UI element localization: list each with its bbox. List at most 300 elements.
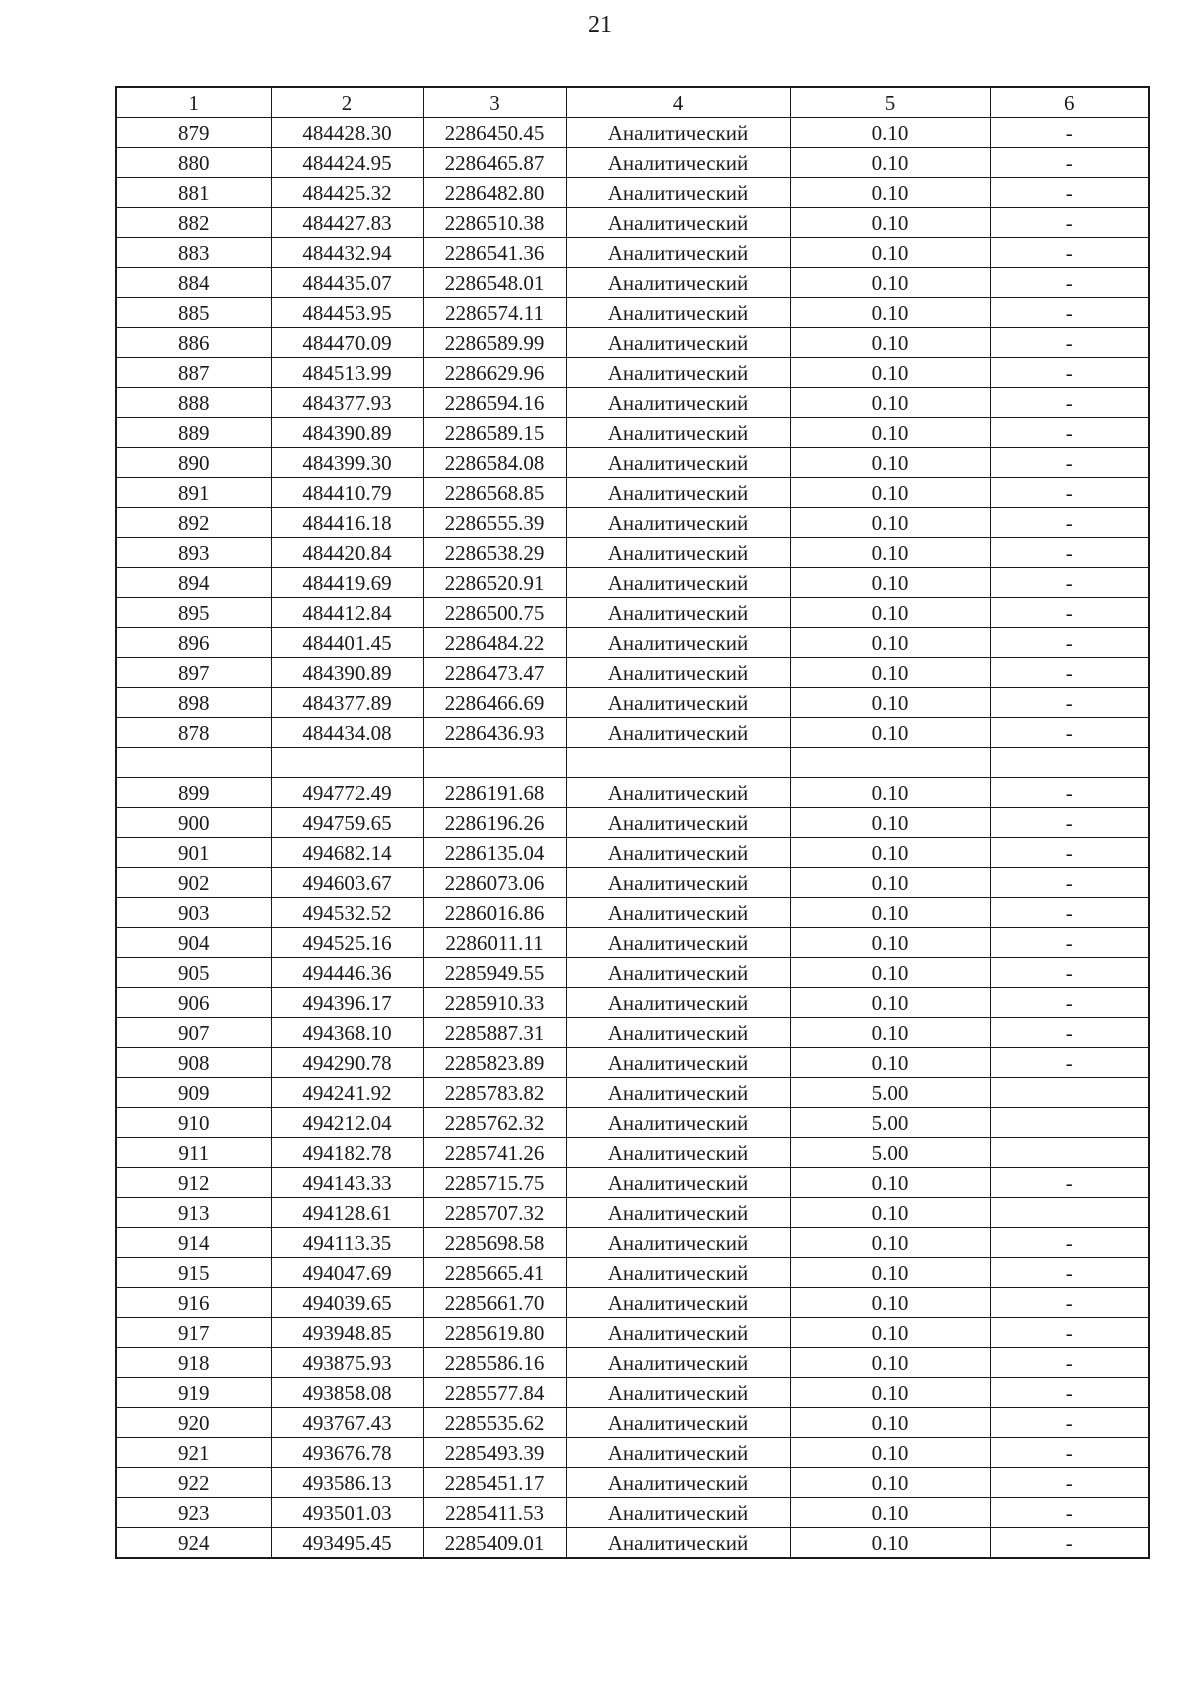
point-number-cell: 919 [116,1378,271,1408]
table-row [116,1468,1149,1498]
method-cell: Аналитический [566,328,790,358]
point-number-cell: 902 [116,868,271,898]
y-coordinate-cell: 2286073.06 [423,868,566,898]
x-coordinate-cell: 484401.45 [271,628,423,658]
table-row [116,268,1149,298]
point-number-cell: 883 [116,238,271,268]
y-coordinate-cell: 2286629.96 [423,358,566,388]
y-coordinate-cell: 2286436.93 [423,718,566,748]
note-cell: - [990,1258,1149,1288]
method-cell: Аналитический [566,388,790,418]
x-coordinate-cell: 494396.17 [271,988,423,1018]
table-row [116,358,1149,388]
point-number-cell: 900 [116,808,271,838]
point-number-cell: 885 [116,298,271,328]
accuracy-cell: 0.10 [790,658,990,688]
point-number-cell: 914 [116,1228,271,1258]
method-cell: Аналитический [566,1348,790,1378]
x-coordinate-cell: 493767.43 [271,1408,423,1438]
x-coordinate-cell: 484428.30 [271,118,423,148]
point-number-cell: 899 [116,778,271,808]
table-row [116,1288,1149,1318]
table-row [116,418,1149,448]
y-coordinate-cell: 2285783.82 [423,1078,566,1108]
point-number-cell: 922 [116,1468,271,1498]
point-number-cell: 913 [116,1198,271,1228]
y-coordinate-cell: 2285741.26 [423,1138,566,1168]
table-row [116,1378,1149,1408]
accuracy-cell: 5.00 [790,1138,990,1168]
x-coordinate-cell: 484420.84 [271,538,423,568]
point-number-cell: 886 [116,328,271,358]
accuracy-cell: 0.10 [790,628,990,658]
method-cell: Аналитический [566,1258,790,1288]
accuracy-cell: 0.10 [790,328,990,358]
method-cell: Аналитический [566,1168,790,1198]
note-cell: - [990,718,1149,748]
accuracy-cell: 0.10 [790,868,990,898]
column-header: 1 [116,87,271,118]
note-cell: - [990,898,1149,928]
x-coordinate-cell: 484412.84 [271,598,423,628]
point-number-cell: 920 [116,1408,271,1438]
y-coordinate-cell: 2286574.11 [423,298,566,328]
accuracy-cell: 0.10 [790,1198,990,1228]
note-cell [990,748,1149,778]
note-cell: - [990,268,1149,298]
note-cell: - [990,1318,1149,1348]
method-cell: Аналитический [566,178,790,208]
method-cell: Аналитический [566,928,790,958]
x-coordinate-cell: 493858.08 [271,1378,423,1408]
x-coordinate-cell: 484377.89 [271,688,423,718]
method-cell: Аналитический [566,1498,790,1528]
method-cell: Аналитический [566,508,790,538]
y-coordinate-cell: 2285698.58 [423,1228,566,1258]
y-coordinate-cell: 2285707.32 [423,1198,566,1228]
table-row [116,1108,1149,1138]
point-number-cell: 918 [116,1348,271,1378]
x-coordinate-cell: 494182.78 [271,1138,423,1168]
method-cell: Аналитический [566,598,790,628]
accuracy-cell: 0.10 [790,358,990,388]
x-coordinate-cell: 494290.78 [271,1048,423,1078]
accuracy-cell: 0.10 [790,418,990,448]
method-cell: Аналитический [566,1048,790,1078]
note-cell: - [990,208,1149,238]
point-number-cell: 908 [116,1048,271,1078]
table-row [116,298,1149,328]
method-cell: Аналитический [566,268,790,298]
point-number-cell: 891 [116,478,271,508]
table-row [116,538,1149,568]
coordinates-table [115,86,1150,1559]
x-coordinate-cell: 494772.49 [271,778,423,808]
point-number-cell: 878 [116,718,271,748]
point-number-cell: 921 [116,1438,271,1468]
note-cell: - [990,298,1149,328]
x-coordinate-cell: 484513.99 [271,358,423,388]
table-header [116,87,1149,118]
method-cell: Аналитический [566,958,790,988]
accuracy-cell: 0.10 [790,598,990,628]
table-row [116,238,1149,268]
accuracy-cell: 0.10 [790,208,990,238]
table-row [116,928,1149,958]
accuracy-cell: 0.10 [790,538,990,568]
method-cell [566,748,790,778]
method-cell: Аналитический [566,1288,790,1318]
table-row [116,628,1149,658]
y-coordinate-cell: 2286196.26 [423,808,566,838]
note-cell: - [990,808,1149,838]
accuracy-cell: 0.10 [790,778,990,808]
method-cell: Аналитический [566,1108,790,1138]
table-row [116,478,1149,508]
y-coordinate-cell: 2286568.85 [423,478,566,508]
note-cell: - [990,1468,1149,1498]
note-cell: - [990,688,1149,718]
note-cell: - [990,1408,1149,1438]
note-cell [990,1138,1149,1168]
note-cell: - [990,988,1149,1018]
accuracy-cell: 0.10 [790,988,990,1018]
y-coordinate-cell: 2286555.39 [423,508,566,538]
x-coordinate-cell: 484435.07 [271,268,423,298]
note-cell: - [990,598,1149,628]
y-coordinate-cell: 2285619.80 [423,1318,566,1348]
table-row [116,868,1149,898]
x-coordinate-cell: 494532.52 [271,898,423,928]
point-number-cell: 879 [116,118,271,148]
note-cell: - [990,838,1149,868]
accuracy-cell: 0.10 [790,688,990,718]
y-coordinate-cell: 2286541.36 [423,238,566,268]
accuracy-cell: 0.10 [790,1408,990,1438]
table-row [116,1528,1149,1559]
accuracy-cell: 0.10 [790,718,990,748]
method-cell: Аналитический [566,718,790,748]
method-cell: Аналитический [566,478,790,508]
accuracy-cell: 0.10 [790,178,990,208]
y-coordinate-cell: 2286482.80 [423,178,566,208]
x-coordinate-cell: 484470.09 [271,328,423,358]
note-cell: - [990,178,1149,208]
table-row [116,328,1149,358]
x-coordinate-cell: 484424.95 [271,148,423,178]
note-cell: - [990,1378,1149,1408]
x-coordinate-cell: 484390.89 [271,658,423,688]
method-cell: Аналитический [566,628,790,658]
page-number: 21 [588,12,612,38]
accuracy-cell: 0.10 [790,1468,990,1498]
y-coordinate-cell: 2285411.53 [423,1498,566,1528]
method-cell: Аналитический [566,1198,790,1228]
column-header: 6 [990,87,1149,118]
y-coordinate-cell: 2285493.39 [423,1438,566,1468]
note-cell: - [990,1288,1149,1318]
x-coordinate-cell [271,748,423,778]
accuracy-cell: 0.10 [790,1018,990,1048]
point-number-cell: 898 [116,688,271,718]
accuracy-cell: 0.10 [790,1378,990,1408]
y-coordinate-cell: 2286016.86 [423,898,566,928]
y-coordinate-cell: 2286011.11 [423,928,566,958]
accuracy-cell: 0.10 [790,238,990,268]
point-number-cell: 904 [116,928,271,958]
note-cell: - [990,388,1149,418]
note-cell: - [990,1348,1149,1378]
note-cell: - [990,658,1149,688]
x-coordinate-cell: 494241.92 [271,1078,423,1108]
method-cell: Аналитический [566,1318,790,1348]
accuracy-cell: 0.10 [790,268,990,298]
table-row [116,1438,1149,1468]
accuracy-cell: 0.10 [790,1348,990,1378]
table-row [116,688,1149,718]
method-cell: Аналитический [566,808,790,838]
x-coordinate-cell: 484377.93 [271,388,423,418]
y-coordinate-cell: 2285409.01 [423,1528,566,1559]
note-cell: - [990,478,1149,508]
method-cell: Аналитический [566,148,790,178]
table-row [116,118,1149,148]
method-cell: Аналитический [566,1138,790,1168]
point-number-cell: 912 [116,1168,271,1198]
y-coordinate-cell: 2285762.32 [423,1108,566,1138]
column-header: 2 [271,87,423,118]
table-row [116,898,1149,928]
point-number-cell: 889 [116,418,271,448]
y-coordinate-cell: 2286473.47 [423,658,566,688]
note-cell: - [990,148,1149,178]
x-coordinate-cell: 494039.65 [271,1288,423,1318]
accuracy-cell: 0.10 [790,148,990,178]
note-cell: - [990,868,1149,898]
point-number-cell: 905 [116,958,271,988]
accuracy-cell: 0.10 [790,118,990,148]
accuracy-cell: 0.10 [790,1288,990,1318]
note-cell: - [990,1498,1149,1528]
accuracy-cell: 0.10 [790,898,990,928]
point-number-cell [116,748,271,778]
table-row [116,598,1149,628]
x-coordinate-cell: 484410.79 [271,478,423,508]
x-coordinate-cell: 494446.36 [271,958,423,988]
accuracy-cell: 5.00 [790,1078,990,1108]
note-cell: - [990,928,1149,958]
accuracy-cell: 0.10 [790,958,990,988]
note-cell: - [990,1438,1149,1468]
note-cell: - [990,1528,1149,1559]
point-number-cell: 887 [116,358,271,388]
y-coordinate-cell: 2286466.69 [423,688,566,718]
method-cell: Аналитический [566,1078,790,1108]
x-coordinate-cell: 484427.83 [271,208,423,238]
table-row [116,838,1149,868]
point-number-cell: 895 [116,598,271,628]
x-coordinate-cell: 494128.61 [271,1198,423,1228]
table-row [116,1228,1149,1258]
y-coordinate-cell: 2286191.68 [423,778,566,808]
x-coordinate-cell: 484453.95 [271,298,423,328]
x-coordinate-cell: 484432.94 [271,238,423,268]
y-coordinate-cell: 2286484.22 [423,628,566,658]
accuracy-cell: 0.10 [790,808,990,838]
y-coordinate-cell: 2285665.41 [423,1258,566,1288]
y-coordinate-cell: 2286548.01 [423,268,566,298]
accuracy-cell: 0.10 [790,1228,990,1258]
table-row [116,1348,1149,1378]
table-row [116,748,1149,778]
method-cell: Аналитический [566,538,790,568]
method-cell: Аналитический [566,988,790,1018]
note-cell [990,1198,1149,1228]
point-number-cell: 890 [116,448,271,478]
note-cell: - [990,118,1149,148]
header-row [116,87,1149,118]
method-cell: Аналитический [566,1468,790,1498]
table-row [116,448,1149,478]
accuracy-cell: 0.10 [790,1318,990,1348]
point-number-cell: 906 [116,988,271,1018]
method-cell: Аналитический [566,1438,790,1468]
accuracy-cell: 0.10 [790,298,990,328]
y-coordinate-cell: 2285535.62 [423,1408,566,1438]
y-coordinate-cell: 2285661.70 [423,1288,566,1318]
note-cell: - [990,1018,1149,1048]
y-coordinate-cell: 2286465.87 [423,148,566,178]
point-number-cell: 893 [116,538,271,568]
y-coordinate-cell: 2286450.45 [423,118,566,148]
table-row [116,1258,1149,1288]
point-number-cell: 916 [116,1288,271,1318]
y-coordinate-cell: 2285715.75 [423,1168,566,1198]
point-number-cell: 917 [116,1318,271,1348]
point-number-cell: 923 [116,1498,271,1528]
accuracy-cell: 0.10 [790,838,990,868]
y-coordinate-cell: 2286584.08 [423,448,566,478]
x-coordinate-cell: 493501.03 [271,1498,423,1528]
x-coordinate-cell: 494113.35 [271,1228,423,1258]
point-number-cell: 924 [116,1528,271,1559]
table-row [116,1138,1149,1168]
method-cell: Аналитический [566,298,790,328]
x-coordinate-cell: 494525.16 [271,928,423,958]
y-coordinate-cell: 2285949.55 [423,958,566,988]
x-coordinate-cell: 484419.69 [271,568,423,598]
table-row [116,568,1149,598]
x-coordinate-cell: 484434.08 [271,718,423,748]
x-coordinate-cell: 494143.33 [271,1168,423,1198]
method-cell: Аналитический [566,568,790,598]
y-coordinate-cell: 2286520.91 [423,568,566,598]
note-cell: - [990,1048,1149,1078]
point-number-cell: 915 [116,1258,271,1288]
point-number-cell: 896 [116,628,271,658]
y-coordinate-cell: 2286135.04 [423,838,566,868]
accuracy-cell: 0.10 [790,448,990,478]
method-cell: Аналитический [566,688,790,718]
x-coordinate-cell: 484425.32 [271,178,423,208]
table-row [116,1198,1149,1228]
note-cell: - [990,1228,1149,1258]
note-cell: - [990,778,1149,808]
y-coordinate-cell: 2285910.33 [423,988,566,1018]
note-cell [990,1108,1149,1138]
accuracy-cell: 0.10 [790,1528,990,1559]
y-coordinate-cell: 2286538.29 [423,538,566,568]
table-row [116,808,1149,838]
point-number-cell: 882 [116,208,271,238]
note-cell: - [990,358,1149,388]
note-cell: - [990,328,1149,358]
column-header: 3 [423,87,566,118]
method-cell: Аналитический [566,358,790,388]
table-row [116,1018,1149,1048]
table-row [116,1048,1149,1078]
method-cell: Аналитический [566,898,790,928]
point-number-cell: 901 [116,838,271,868]
column-header: 5 [790,87,990,118]
method-cell: Аналитический [566,1378,790,1408]
method-cell: Аналитический [566,448,790,478]
table-row [116,148,1149,178]
table-row [116,1078,1149,1108]
y-coordinate-cell: 2285823.89 [423,1048,566,1078]
table-row [116,508,1149,538]
table-row [116,1318,1149,1348]
accuracy-cell: 0.10 [790,1438,990,1468]
note-cell: - [990,628,1149,658]
note-cell: - [990,418,1149,448]
table-body [116,118,1149,1559]
method-cell: Аналитический [566,118,790,148]
accuracy-cell [790,748,990,778]
x-coordinate-cell: 494759.65 [271,808,423,838]
x-coordinate-cell: 493586.13 [271,1468,423,1498]
point-number-cell: 903 [116,898,271,928]
accuracy-cell: 0.10 [790,1258,990,1288]
x-coordinate-cell: 493948.85 [271,1318,423,1348]
x-coordinate-cell: 494047.69 [271,1258,423,1288]
method-cell: Аналитический [566,1408,790,1438]
note-cell: - [990,958,1149,988]
method-cell: Аналитический [566,778,790,808]
table-row [116,718,1149,748]
point-number-cell: 911 [116,1138,271,1168]
accuracy-cell: 0.10 [790,1498,990,1528]
accuracy-cell: 0.10 [790,508,990,538]
table-row [116,208,1149,238]
note-cell: - [990,238,1149,268]
accuracy-cell: 0.10 [790,928,990,958]
table-row [116,1408,1149,1438]
table-row [116,778,1149,808]
point-number-cell: 894 [116,568,271,598]
method-cell: Аналитический [566,1018,790,1048]
x-coordinate-cell: 493495.45 [271,1528,423,1559]
note-cell: - [990,508,1149,538]
point-number-cell: 897 [116,658,271,688]
table-row [116,988,1149,1018]
x-coordinate-cell: 494603.67 [271,868,423,898]
x-coordinate-cell: 494682.14 [271,838,423,868]
y-coordinate-cell: 2285586.16 [423,1348,566,1378]
y-coordinate-cell: 2286500.75 [423,598,566,628]
method-cell: Аналитический [566,208,790,238]
method-cell: Аналитический [566,238,790,268]
